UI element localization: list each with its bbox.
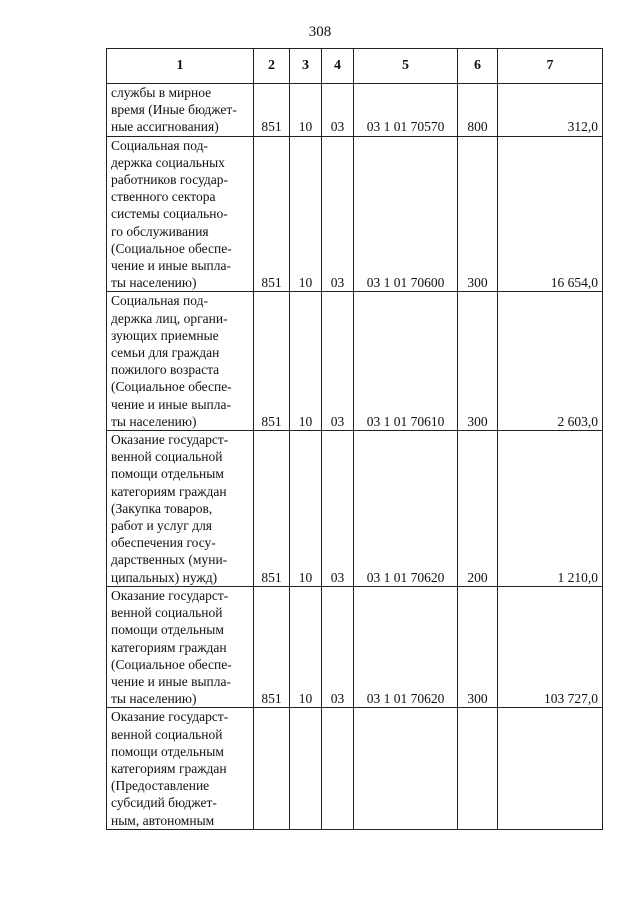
cell-expense-type: 300 bbox=[458, 136, 498, 292]
description-line: ственного сектора bbox=[111, 189, 216, 205]
description-line: Социальная под- bbox=[111, 293, 208, 309]
description-line: Оказание государст- bbox=[111, 587, 229, 603]
header-col-3: 3 bbox=[290, 49, 322, 84]
description-line: чение и иные выпла- bbox=[111, 396, 231, 412]
description-line: ты населению) bbox=[111, 413, 197, 429]
description-line: ципальных) нужд) bbox=[111, 569, 218, 585]
description-line: дарственных (муни- bbox=[111, 552, 228, 568]
cell-expense-type: 300 bbox=[458, 292, 498, 431]
cell-ministry-code: 851 bbox=[254, 84, 290, 137]
cell-subsection-code: 03 bbox=[322, 431, 354, 587]
table-row bbox=[107, 292, 603, 431]
description-line: субсидий бюджет- bbox=[111, 795, 217, 811]
cell-target-article: 03 1 01 70570 bbox=[354, 84, 458, 137]
row-description bbox=[107, 586, 254, 707]
header-col-1: 1 bbox=[107, 49, 254, 84]
description-line: работников государ- bbox=[111, 172, 229, 188]
row-description bbox=[107, 708, 254, 829]
description-line: (Социальное обеспе- bbox=[111, 240, 232, 256]
cell-section-code: 10 bbox=[290, 586, 322, 707]
page-number: 308 bbox=[308, 24, 332, 40]
description-line: Социальная под- bbox=[111, 137, 208, 153]
description-line: венной социальной bbox=[111, 605, 223, 621]
cell-section-code: 10 bbox=[290, 136, 322, 292]
description-line: Оказание государст- bbox=[111, 709, 229, 725]
description-line: держка социальных bbox=[111, 154, 225, 170]
description-line: обеспечения госу- bbox=[111, 535, 216, 551]
row-description bbox=[107, 292, 254, 431]
cell-expense-type bbox=[458, 708, 498, 829]
description-line: ты населению) bbox=[111, 275, 197, 291]
cell-section-code: 10 bbox=[290, 292, 322, 431]
description-line: ным, автономным bbox=[111, 812, 215, 828]
description-line: категориям граждан bbox=[111, 760, 227, 776]
cell-amount: 1 210,0 bbox=[498, 431, 603, 587]
description-line: помощи отдельным bbox=[111, 622, 224, 638]
description-line: помощи отдельным bbox=[111, 743, 224, 759]
description-line: зующих приемные bbox=[111, 327, 219, 343]
row-description bbox=[107, 431, 254, 587]
description-line: (Предоставление bbox=[111, 778, 210, 794]
row-description bbox=[107, 84, 254, 137]
budget-table bbox=[106, 48, 603, 830]
cell-amount: 103 727,0 bbox=[498, 586, 603, 707]
cell-amount bbox=[498, 708, 603, 829]
cell-target-article: 03 1 01 70610 bbox=[354, 292, 458, 431]
cell-ministry-code: 851 bbox=[254, 586, 290, 707]
cell-subsection-code: 03 bbox=[322, 84, 354, 137]
cell-section-code bbox=[290, 708, 322, 829]
header-row bbox=[107, 49, 603, 84]
cell-ministry-code: 851 bbox=[254, 136, 290, 292]
table-row bbox=[107, 431, 603, 587]
description-line: категориям граждан bbox=[111, 639, 227, 655]
cell-target-article: 03 1 01 70600 bbox=[354, 136, 458, 292]
description-line: чение и иные выпла- bbox=[111, 673, 231, 689]
cell-amount: 312,0 bbox=[498, 84, 603, 137]
cell-expense-type: 200 bbox=[458, 431, 498, 587]
description-line: службы в мирное bbox=[111, 85, 212, 100]
table-row bbox=[107, 84, 603, 137]
cell-section-code: 10 bbox=[290, 84, 322, 137]
cell-expense-type: 800 bbox=[458, 84, 498, 137]
header-col-7: 7 bbox=[498, 49, 603, 84]
description-line: семьи для граждан bbox=[111, 345, 220, 361]
description-line: (Социальное обеспе- bbox=[111, 379, 232, 395]
table-row bbox=[107, 708, 603, 829]
cell-ministry-code: 851 bbox=[254, 431, 290, 587]
cell-target-article: 03 1 01 70620 bbox=[354, 431, 458, 587]
header-col-4: 4 bbox=[322, 49, 354, 84]
description-line: ты населению) bbox=[111, 691, 197, 707]
description-line: системы социально- bbox=[111, 206, 228, 222]
cell-amount: 16 654,0 bbox=[498, 136, 603, 292]
description-line: помощи отдельным bbox=[111, 466, 224, 482]
header-col-6: 6 bbox=[458, 49, 498, 84]
description-line: (Закупка товаров, bbox=[111, 500, 213, 516]
cell-target-article: 03 1 01 70620 bbox=[354, 586, 458, 707]
header-col-5: 5 bbox=[354, 49, 458, 84]
cell-target-article bbox=[354, 708, 458, 829]
description-line: венной социальной bbox=[111, 449, 223, 465]
table-body bbox=[107, 84, 603, 830]
description-line: го обслуживания bbox=[111, 223, 209, 239]
cell-ministry-code bbox=[254, 708, 290, 829]
description-line: чение и иные выпла- bbox=[111, 258, 231, 274]
description-line: работ и услуг для bbox=[111, 518, 213, 534]
description-line: (Социальное обеспе- bbox=[111, 656, 232, 672]
description-line: ные ассигнования) bbox=[111, 119, 219, 135]
description-line: время (Иные бюджет- bbox=[111, 102, 237, 118]
cell-subsection-code: 03 bbox=[322, 586, 354, 707]
cell-subsection-code bbox=[322, 708, 354, 829]
cell-subsection-code: 03 bbox=[322, 292, 354, 431]
cell-ministry-code: 851 bbox=[254, 292, 290, 431]
table-row bbox=[107, 136, 603, 292]
row-description bbox=[107, 136, 254, 292]
cell-section-code: 10 bbox=[290, 431, 322, 587]
cell-subsection-code: 03 bbox=[322, 136, 354, 292]
description-line: пожилого возраста bbox=[111, 362, 220, 378]
cell-expense-type: 300 bbox=[458, 586, 498, 707]
table-row bbox=[107, 586, 603, 707]
description-line: держка лиц, органи- bbox=[111, 310, 228, 326]
description-line: категориям граждан bbox=[111, 483, 227, 499]
cell-amount: 2 603,0 bbox=[498, 292, 603, 431]
header-col-2: 2 bbox=[254, 49, 290, 84]
description-line: венной социальной bbox=[111, 726, 223, 742]
description-line: Оказание государст- bbox=[111, 432, 229, 448]
